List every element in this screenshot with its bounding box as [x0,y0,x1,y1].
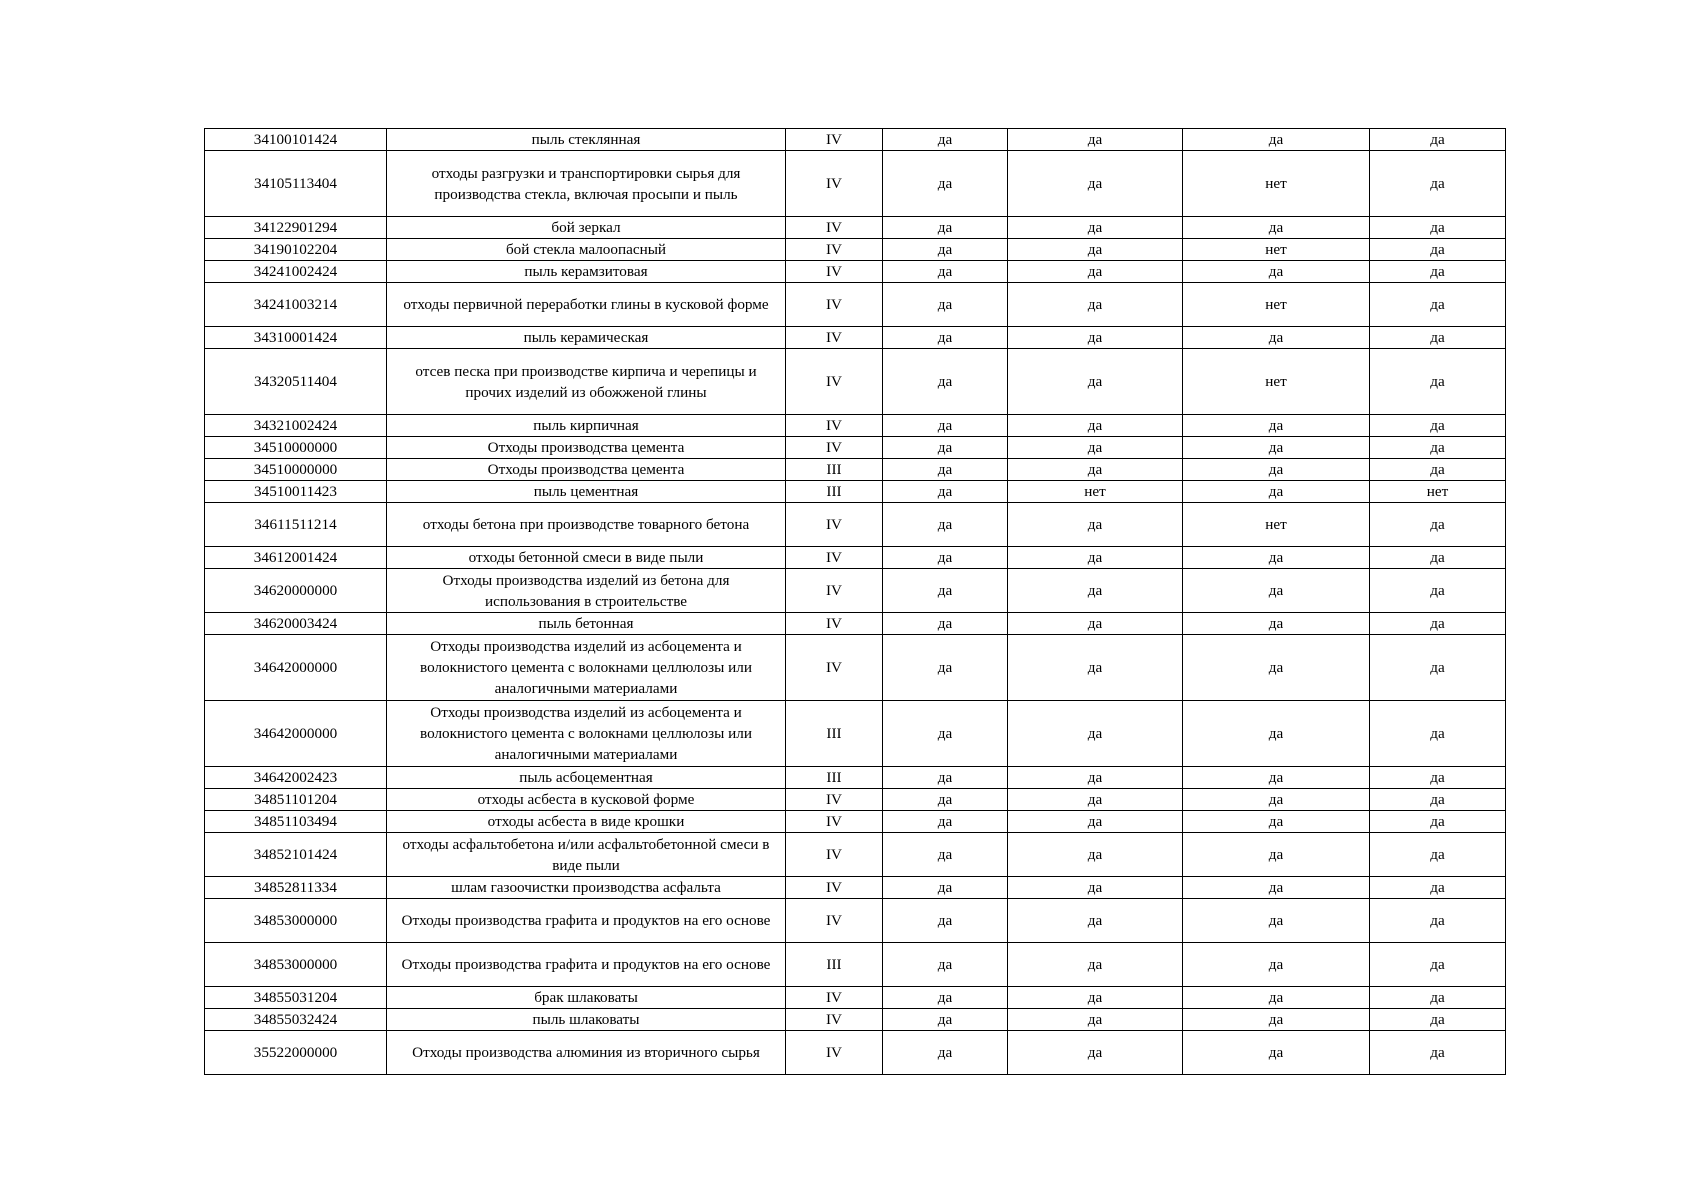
hazard-class-cell: III [786,459,883,481]
waste-code-cell: 34851101204 [205,789,387,811]
flag-cell-2: да [1008,833,1183,877]
flag-cell-4: да [1370,635,1506,701]
hazard-class-cell: IV [786,283,883,327]
flag-cell-3: да [1183,481,1370,503]
waste-name-cell: отходы бетонной смеси в виде пыли [387,547,786,569]
flag-cell-1: да [883,217,1008,239]
flag-cell-1: да [883,415,1008,437]
hazard-class-cell: IV [786,261,883,283]
waste-code-cell: 34620000000 [205,569,387,613]
waste-name-cell: пыль шлаковаты [387,1009,786,1031]
table-row [205,1009,1506,1031]
waste-name-cell: отходы первичной переработки глины в кусковой форме [387,283,786,327]
waste-code-cell: 34321002424 [205,415,387,437]
flag-cell-1: да [883,569,1008,613]
waste-code-cell: 34620003424 [205,613,387,635]
flag-cell-2: да [1008,987,1183,1009]
flag-cell-2: да [1008,415,1183,437]
waste-code-cell: 34510000000 [205,459,387,481]
waste-name-cell: отходы асфальтобетона и/или асфальтобетонной смеси в виде пыли [387,833,786,877]
flag-cell-3: нет [1183,239,1370,261]
flag-cell-4: да [1370,547,1506,569]
hazard-class-cell: IV [786,239,883,261]
waste-name-cell: Отходы производства цемента [387,437,786,459]
waste-name-cell: Отходы производства изделий из асбоцемента и волокнистого цемента с волокнами целлюлозы или аналогичными материалами [387,701,786,767]
flag-cell-1: да [883,701,1008,767]
hazard-class-cell: IV [786,415,883,437]
flag-cell-4: да [1370,877,1506,899]
flag-cell-1: да [883,987,1008,1009]
waste-name-cell: отходы бетона при производстве товарного бетона [387,503,786,547]
flag-cell-2: да [1008,129,1183,151]
flag-cell-4: да [1370,437,1506,459]
flag-cell-3: да [1183,129,1370,151]
hazard-class-cell: IV [786,437,883,459]
flag-cell-4: да [1370,987,1506,1009]
flag-cell-4: нет [1370,481,1506,503]
flag-cell-1: да [883,635,1008,701]
table-row [205,789,1506,811]
flag-cell-1: да [883,261,1008,283]
flag-cell-2: да [1008,1031,1183,1075]
hazard-class-cell: IV [786,635,883,701]
waste-name-cell: Отходы производства цемента [387,459,786,481]
flag-cell-4: да [1370,613,1506,635]
flag-cell-3: да [1183,437,1370,459]
flag-cell-4: да [1370,811,1506,833]
waste-name-cell: Отходы производства алюминия из вторичного сырья [387,1031,786,1075]
waste-code-cell: 34510011423 [205,481,387,503]
table-row [205,415,1506,437]
waste-code-cell: 34642002423 [205,767,387,789]
table-row [205,569,1506,613]
waste-code-cell: 34853000000 [205,899,387,943]
waste-name-cell: пыль керамзитовая [387,261,786,283]
waste-name-cell: пыль стеклянная [387,129,786,151]
hazard-class-cell: IV [786,569,883,613]
flag-cell-2: нет [1008,481,1183,503]
waste-name-cell: пыль бетонная [387,613,786,635]
flag-cell-2: да [1008,569,1183,613]
hazard-class-cell: IV [786,1009,883,1031]
flag-cell-3: да [1183,415,1370,437]
flag-cell-3: нет [1183,151,1370,217]
table-row [205,239,1506,261]
table-row [205,987,1506,1009]
flag-cell-3: нет [1183,349,1370,415]
flag-cell-3: да [1183,1009,1370,1031]
waste-code-cell: 34100101424 [205,129,387,151]
hazard-class-cell: IV [786,987,883,1009]
waste-code-cell: 34190102204 [205,239,387,261]
waste-code-cell: 34105113404 [205,151,387,217]
flag-cell-2: да [1008,899,1183,943]
waste-code-cell: 34853000000 [205,943,387,987]
flag-cell-2: да [1008,767,1183,789]
waste-code-cell: 34241002424 [205,261,387,283]
waste-code-cell: 35522000000 [205,1031,387,1075]
flag-cell-3: да [1183,261,1370,283]
hazard-class-cell: IV [786,503,883,547]
flag-cell-2: да [1008,877,1183,899]
hazard-class-cell: IV [786,811,883,833]
flag-cell-1: да [883,1009,1008,1031]
flag-cell-3: да [1183,899,1370,943]
hazard-class-cell: IV [786,349,883,415]
flag-cell-1: да [883,943,1008,987]
flag-cell-3: да [1183,833,1370,877]
table-row [205,459,1506,481]
waste-code-cell: 34852811334 [205,877,387,899]
flag-cell-4: да [1370,239,1506,261]
flag-cell-3: да [1183,701,1370,767]
table-body [205,129,1506,1075]
waste-code-cell: 34241003214 [205,283,387,327]
table-row [205,811,1506,833]
waste-code-cell: 34320511404 [205,349,387,415]
flag-cell-3: да [1183,767,1370,789]
hazard-class-cell: IV [786,899,883,943]
flag-cell-4: да [1370,789,1506,811]
waste-classification-table [204,128,1506,1075]
hazard-class-cell: IV [786,833,883,877]
flag-cell-2: да [1008,943,1183,987]
waste-name-cell: отходы асбеста в виде крошки [387,811,786,833]
flag-cell-4: да [1370,151,1506,217]
waste-name-cell: отходы асбеста в кусковой форме [387,789,786,811]
flag-cell-3: да [1183,811,1370,833]
table-row [205,613,1506,635]
flag-cell-1: да [883,349,1008,415]
flag-cell-2: да [1008,239,1183,261]
table-row [205,283,1506,327]
flag-cell-3: да [1183,635,1370,701]
flag-cell-4: да [1370,129,1506,151]
table-row [205,261,1506,283]
flag-cell-4: да [1370,283,1506,327]
waste-name-cell: пыль керамическая [387,327,786,349]
table-row [205,635,1506,701]
flag-cell-4: да [1370,569,1506,613]
flag-cell-1: да [883,327,1008,349]
flag-cell-1: да [883,547,1008,569]
flag-cell-1: да [883,129,1008,151]
waste-name-cell: пыль кирпичная [387,415,786,437]
waste-code-cell: 34510000000 [205,437,387,459]
flag-cell-1: да [883,877,1008,899]
flag-cell-2: да [1008,459,1183,481]
waste-name-cell: бой стекла малоопасный [387,239,786,261]
waste-name-cell: бой зеркал [387,217,786,239]
waste-code-cell: 34852101424 [205,833,387,877]
waste-name-cell: Отходы производства графита и продуктов на его основе [387,899,786,943]
waste-code-cell: 34310001424 [205,327,387,349]
flag-cell-3: да [1183,217,1370,239]
flag-cell-4: да [1370,701,1506,767]
waste-code-cell: 34851103494 [205,811,387,833]
waste-code-cell: 34611511214 [205,503,387,547]
table-row [205,481,1506,503]
flag-cell-2: да [1008,437,1183,459]
flag-cell-4: да [1370,833,1506,877]
waste-name-cell: Отходы производства графита и продуктов на его основе [387,943,786,987]
waste-code-cell: 34855032424 [205,1009,387,1031]
waste-name-cell: Отходы производства изделий из асбоцемента и волокнистого цемента с волокнами целлюлозы или аналогичными материалами [387,635,786,701]
flag-cell-4: да [1370,261,1506,283]
flag-cell-3: да [1183,877,1370,899]
table-row [205,547,1506,569]
flag-cell-4: да [1370,459,1506,481]
flag-cell-1: да [883,789,1008,811]
hazard-class-cell: III [786,481,883,503]
waste-code-cell: 34642000000 [205,701,387,767]
table-row [205,327,1506,349]
flag-cell-4: да [1370,1009,1506,1031]
table-row [205,701,1506,767]
flag-cell-1: да [883,833,1008,877]
flag-cell-3: нет [1183,283,1370,327]
flag-cell-3: да [1183,613,1370,635]
flag-cell-1: да [883,459,1008,481]
waste-code-cell: 34122901294 [205,217,387,239]
hazard-class-cell: IV [786,1031,883,1075]
flag-cell-4: да [1370,943,1506,987]
flag-cell-3: да [1183,459,1370,481]
flag-cell-1: да [883,437,1008,459]
waste-name-cell: отходы разгрузки и транспортировки сырья для производства стекла, включая просыпи и пыль [387,151,786,217]
hazard-class-cell: IV [786,613,883,635]
flag-cell-2: да [1008,327,1183,349]
flag-cell-3: да [1183,547,1370,569]
flag-cell-2: да [1008,261,1183,283]
flag-cell-3: да [1183,569,1370,613]
flag-cell-2: да [1008,503,1183,547]
flag-cell-3: да [1183,943,1370,987]
flag-cell-3: да [1183,1031,1370,1075]
flag-cell-1: да [883,151,1008,217]
flag-cell-2: да [1008,1009,1183,1031]
waste-code-cell: 34642000000 [205,635,387,701]
flag-cell-2: да [1008,217,1183,239]
hazard-class-cell: III [786,767,883,789]
flag-cell-4: да [1370,1031,1506,1075]
flag-cell-4: да [1370,415,1506,437]
flag-cell-3: нет [1183,503,1370,547]
hazard-class-cell: IV [786,151,883,217]
hazard-class-cell: III [786,943,883,987]
waste-name-cell: отсев песка при производстве кирпича и черепицы и прочих изделий из обожженой глины [387,349,786,415]
table-row [205,349,1506,415]
flag-cell-4: да [1370,899,1506,943]
flag-cell-1: да [883,899,1008,943]
flag-cell-3: да [1183,327,1370,349]
flag-cell-2: да [1008,811,1183,833]
table-row [205,899,1506,943]
table-row [205,1031,1506,1075]
flag-cell-3: да [1183,789,1370,811]
table-row [205,129,1506,151]
waste-name-cell: пыль цементная [387,481,786,503]
hazard-class-cell: III [786,701,883,767]
hazard-class-cell: IV [786,547,883,569]
table-row [205,437,1506,459]
table-row [205,767,1506,789]
flag-cell-1: да [883,767,1008,789]
waste-name-cell: шлам газоочистки производства асфальта [387,877,786,899]
flag-cell-2: да [1008,283,1183,327]
flag-cell-1: да [883,239,1008,261]
flag-cell-1: да [883,1031,1008,1075]
waste-code-cell: 34612001424 [205,547,387,569]
hazard-class-cell: IV [786,129,883,151]
hazard-class-cell: IV [786,217,883,239]
flag-cell-1: да [883,481,1008,503]
table-row [205,943,1506,987]
waste-name-cell: Отходы производства изделий из бетона для использования в строительстве [387,569,786,613]
table-row [205,217,1506,239]
table-row [205,833,1506,877]
flag-cell-2: да [1008,635,1183,701]
flag-cell-2: да [1008,701,1183,767]
flag-cell-2: да [1008,547,1183,569]
flag-cell-4: да [1370,349,1506,415]
flag-cell-2: да [1008,151,1183,217]
table-row [205,877,1506,899]
hazard-class-cell: IV [786,877,883,899]
waste-name-cell: брак шлаковаты [387,987,786,1009]
waste-name-cell: пыль асбоцементная [387,767,786,789]
table-row [205,503,1506,547]
flag-cell-1: да [883,503,1008,547]
flag-cell-4: да [1370,503,1506,547]
hazard-class-cell: IV [786,327,883,349]
flag-cell-1: да [883,811,1008,833]
flag-cell-4: да [1370,767,1506,789]
waste-code-cell: 34855031204 [205,987,387,1009]
flag-cell-1: да [883,283,1008,327]
flag-cell-1: да [883,613,1008,635]
table-row [205,151,1506,217]
flag-cell-2: да [1008,349,1183,415]
flag-cell-4: да [1370,217,1506,239]
hazard-class-cell: IV [786,789,883,811]
flag-cell-4: да [1370,327,1506,349]
flag-cell-2: да [1008,613,1183,635]
flag-cell-3: да [1183,987,1370,1009]
flag-cell-2: да [1008,789,1183,811]
